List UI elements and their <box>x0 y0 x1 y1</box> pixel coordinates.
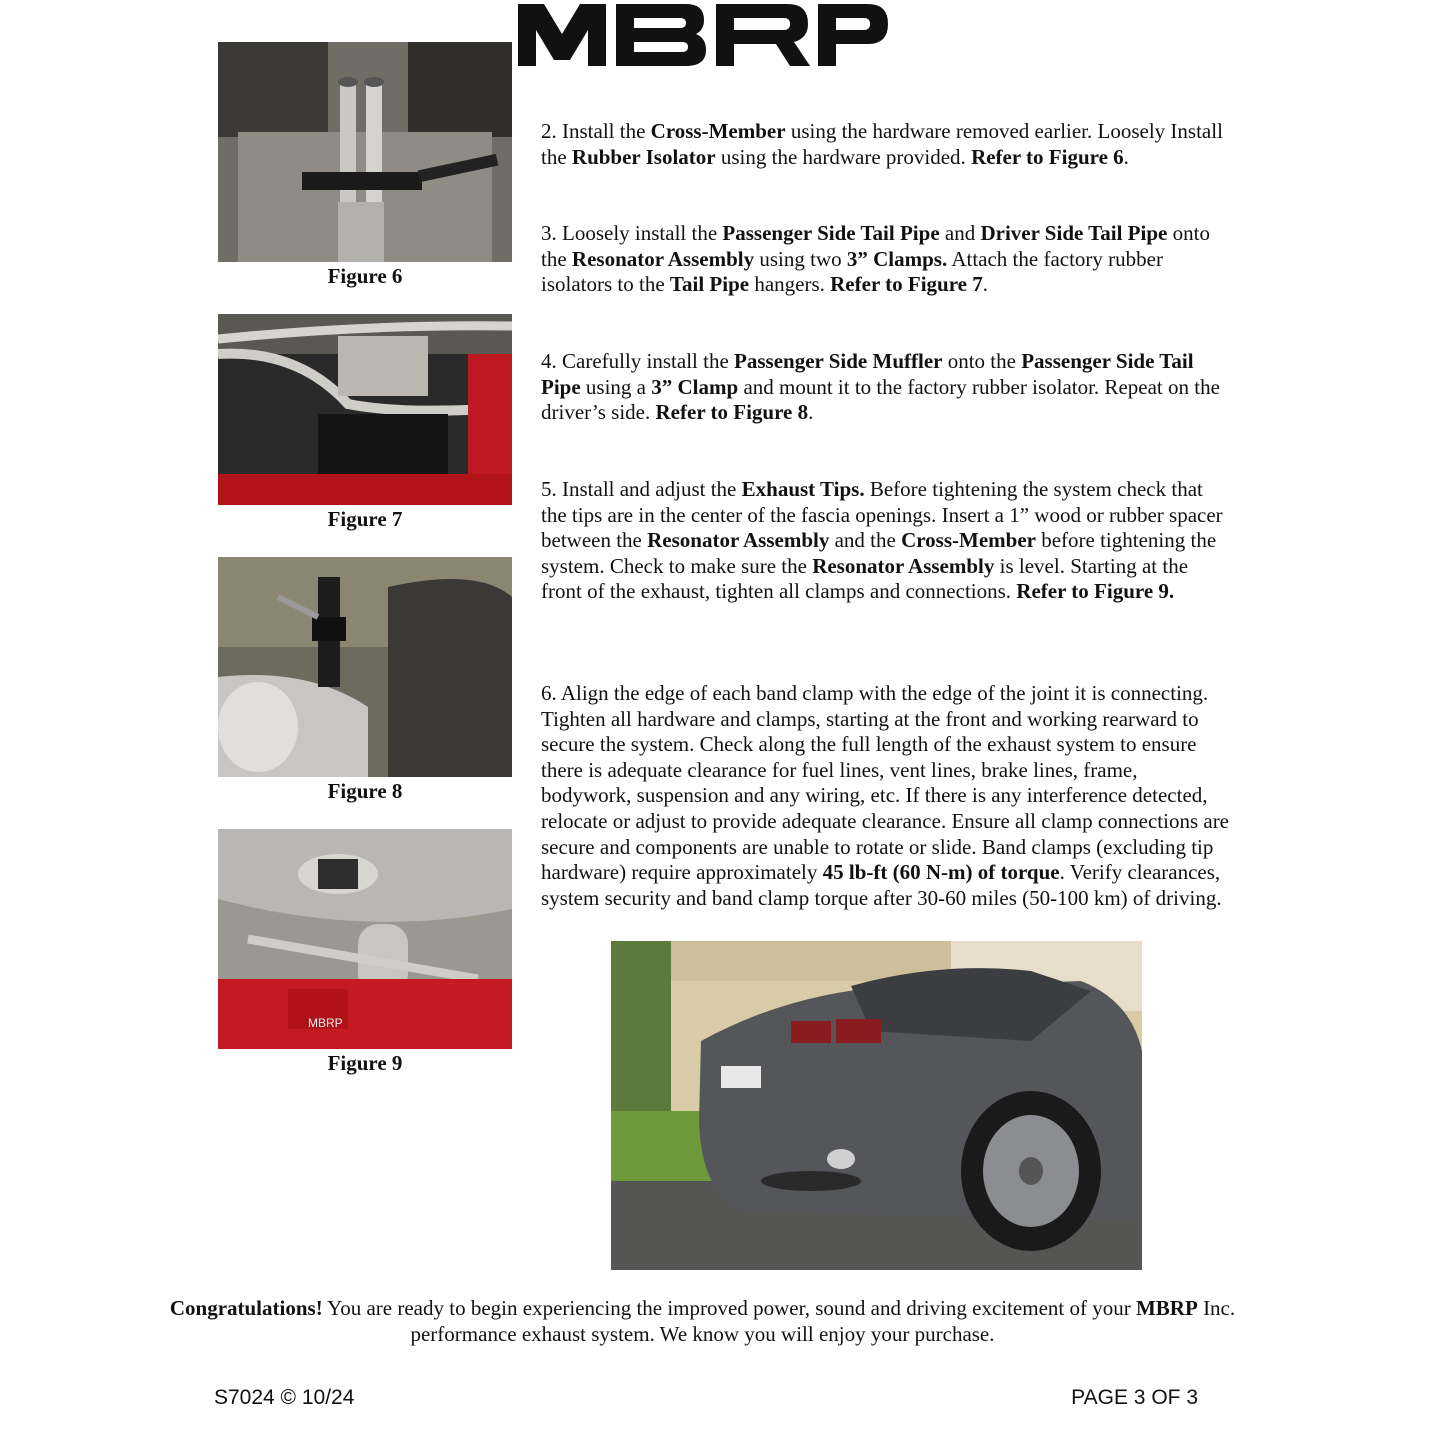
text-run: onto the <box>942 349 1022 373</box>
bold-text: Congratulations! <box>169 1296 323 1320</box>
step-2 <box>541 119 1231 170</box>
text-run: and the <box>829 528 902 553</box>
text-run: using the hardware removed earlier. Loosely Install the <box>541 119 1223 169</box>
bold-text: Passenger Side Tail Pipe <box>541 349 1194 399</box>
figure-8-caption: Figure 8 <box>327 779 403 803</box>
bold-text: Tail Pipe <box>669 272 750 297</box>
text-run: 2. Install the <box>541 119 651 143</box>
step-6 <box>541 681 1231 911</box>
bold-text: 45 lb-ft (60 N-m) of torque <box>822 860 1060 885</box>
bold-text: MBRP <box>1135 1296 1198 1320</box>
text-run: 4. Carefully install the <box>541 349 735 373</box>
step-5 <box>541 477 1231 605</box>
text-run: onto the <box>541 221 1210 271</box>
car-photo <box>611 941 1142 1270</box>
bold-text: Passenger Side Tail Pipe <box>722 221 940 245</box>
bold-text: Rubber Isolator <box>571 144 716 169</box>
text-run: . <box>1123 144 1129 169</box>
text-run: . <box>808 400 814 425</box>
text-run: is level. Starting at the front of the exhaust, tighten all clamps and connections. <box>541 553 1189 604</box>
text-run: . Verify clearances, system security and band clamp torque after 30-60 miles (50-100 km) of driving. <box>541 860 1222 910</box>
bold-text: Resonator Assembly <box>647 528 830 553</box>
mbrp-logo <box>518 0 888 70</box>
text-run: and <box>939 221 981 245</box>
bold-text: Refer to Figure 8 <box>655 400 809 425</box>
bold-text: Resonator Assembly <box>571 246 755 271</box>
figure-8-photo <box>218 557 512 777</box>
text-run: and mount it to the factory rubber isolator. Repeat on the driver’s side. <box>541 374 1220 425</box>
text-run: 5. Install and adjust the <box>541 477 742 501</box>
figure-7-photo <box>218 314 512 505</box>
text-run: 6. Align the edge of each band clamp with the edge of the joint it is connecting. Tighten all hardware and clamps, starting at the front and working rearward to secure the system. Check along the full length of the exhaust system to ensure there is adequate clearance for fuel lines, vent lines, brake lines, frame, bodywork, suspension and any wiring, etc. If there is any interference detected, relocate or adjust to provide adequate clearance. Ensure all clamp connections are secure and components are unable to rotate or slide. Band clamps (excluding tip hardware) require approximately <box>541 681 1230 885</box>
text-run: using the hardware provided. <box>715 144 972 169</box>
bold-text: Refer to Figure 7 <box>830 272 983 297</box>
page-number: PAGE 3 OF 3 <box>1071 1386 1198 1409</box>
figure-9-photo <box>218 829 512 1049</box>
bold-text: Driver Side Tail Pipe <box>980 221 1168 245</box>
text-run: You are ready to begin experiencing the improved power, sound and driving excitement of your <box>322 1296 1136 1320</box>
text-run: before tightening the system. Check to make sure the <box>541 528 1217 578</box>
bold-text: 3” Clamps. <box>846 246 948 271</box>
text-run: . <box>982 272 988 297</box>
figure-7-caption: Figure 7 <box>327 507 403 531</box>
bold-text: Passenger Side Muffler <box>734 349 943 373</box>
bold-text: Exhaust Tips. <box>741 477 865 501</box>
text-run: using two <box>754 246 847 271</box>
text-run: using a <box>580 374 652 399</box>
text-run: Inc. performance exhaust system. We know you will enjoy your purchase. <box>410 1296 1236 1346</box>
bold-text: Resonator Assembly <box>812 553 995 578</box>
figure-9-caption: Figure 9 <box>327 1051 403 1075</box>
step-4 <box>541 349 1231 426</box>
figure-6-caption: Figure 6 <box>327 264 403 288</box>
text-run: Attach the factory rubber isolators to the <box>541 246 1163 297</box>
bold-text: Cross-Member <box>650 119 786 143</box>
bold-text: Cross-Member <box>901 528 1036 553</box>
part-number: S7024 © 10/24 <box>214 1386 355 1409</box>
congratulations-text <box>160 1295 1245 1347</box>
text-run: 3. Loosely install the <box>541 221 723 245</box>
figure-6-photo <box>218 42 512 262</box>
bold-text: Refer to Figure 6 <box>971 144 1124 169</box>
step-3 <box>541 221 1231 298</box>
svg-text:MBRP: MBRP <box>308 1016 343 1030</box>
text-run: Before tightening the system check that the tips are in the center of the fascia openings. Insert a 1” wood or rubber spacer between the <box>541 477 1223 553</box>
text-run: hangers. <box>749 272 831 297</box>
bold-text: 3” Clamp <box>651 374 739 399</box>
bold-text: Refer to Figure 9. <box>1016 579 1175 604</box>
